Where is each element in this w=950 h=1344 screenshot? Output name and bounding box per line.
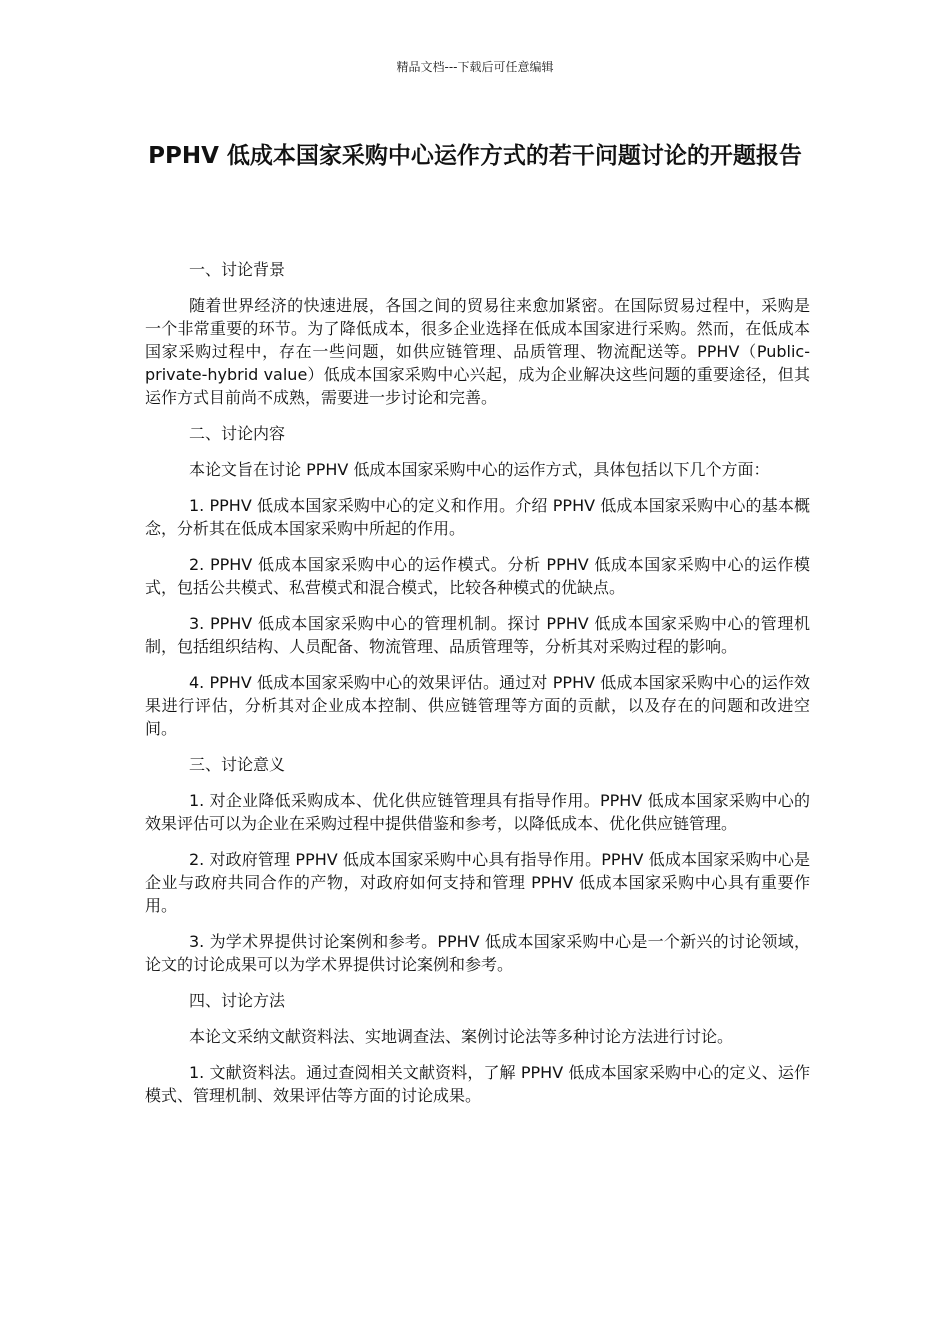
list-item: 1. 文献资料法。通过查阅相关文献资料，了解 PPHV 低成本国家采购中心的定义、运作模式、管理机制、效果评估等方面的讨论成果。 bbox=[145, 1063, 810, 1105]
list-item: 1. PPHV 低成本国家采购中心的定义和作用。介绍 PPHV 低成本国家采购中心的基本概念，分析其在低成本国家采购中所起的作用。 bbox=[145, 496, 810, 538]
section-heading-background: 一、讨论背景 bbox=[189, 260, 286, 279]
paragraph: 随着世界经济的快速进展，各国之间的贸易往来愈加紧密。在国际贸易过程中，采购是一个非常重要的环节。为了降低成本，很多企业选择在低成本国家进行采购。然而，在低成本国家采购过程中，存在一些问题，如供应链管理、品质管理、物流配送等。PPHV（Public-private-hybrid value）低成本国家采购中心兴起，成为企业解决这些问题的重要途径，但其运作方式目前尚不成熟，需要进一步讨论和完善。 bbox=[145, 296, 810, 407]
paragraph: 本论文采纳文献资料法、实地调查法、案例讨论法等多种讨论方法进行讨论。 bbox=[189, 1027, 734, 1046]
list-item: 4. PPHV 低成本国家采购中心的效果评估。通过对 PPHV 低成本国家采购中心的运作效果进行评估，分析其对企业成本控制、供应链管理等方面的贡献，以及存在的问题和改进空间。 bbox=[145, 673, 810, 738]
list-item: 3. 为学术界提供讨论案例和参考。PPHV 低成本国家采购中心是一个新兴的讨论领域，论文的讨论成果可以为学术界提供讨论案例和参考。 bbox=[145, 932, 810, 974]
paragraph: 本论文旨在讨论 PPHV 低成本国家采购中心的运作方式，具体包括以下几个方面： bbox=[189, 460, 770, 479]
list-item: 2. PPHV 低成本国家采购中心的运作模式。分析 PPHV 低成本国家采购中心的运作模式，包括公共模式、私营模式和混合模式，比较各种模式的优缺点。 bbox=[145, 555, 810, 597]
page-header: 精品文档---下载后可任意编辑 bbox=[396, 60, 554, 74]
list-item: 1. 对企业降低采购成本、优化供应链管理具有指导作用。PPHV 低成本国家采购中心的效果评估可以为企业在采购过程中提供借鉴和参考，以降低成本、优化供应链管理。 bbox=[145, 791, 810, 833]
document-body bbox=[145, 258, 810, 1120]
section-heading-significance: 三、讨论意义 bbox=[189, 755, 286, 774]
section-heading-content: 二、讨论内容 bbox=[189, 424, 286, 443]
list-item: 3. PPHV 低成本国家采购中心的管理机制。探讨 PPHV 低成本国家采购中心的管理机制，包括组织结构、人员配备、物流管理、品质管理等，分析其对采购过程的影响。 bbox=[145, 614, 810, 656]
section-heading-method: 四、讨论方法 bbox=[189, 991, 286, 1010]
document-title: PPHV 低成本国家采购中心运作方式的若干问题讨论的开题报告 bbox=[148, 143, 802, 169]
list-item: 2. 对政府管理 PPHV 低成本国家采购中心具有指导作用。PPHV 低成本国家采购中心是企业与政府共同合作的产物，对政府如何支持和管理 PPHV 低成本国家采购中心具有重要作用。 bbox=[145, 850, 810, 915]
